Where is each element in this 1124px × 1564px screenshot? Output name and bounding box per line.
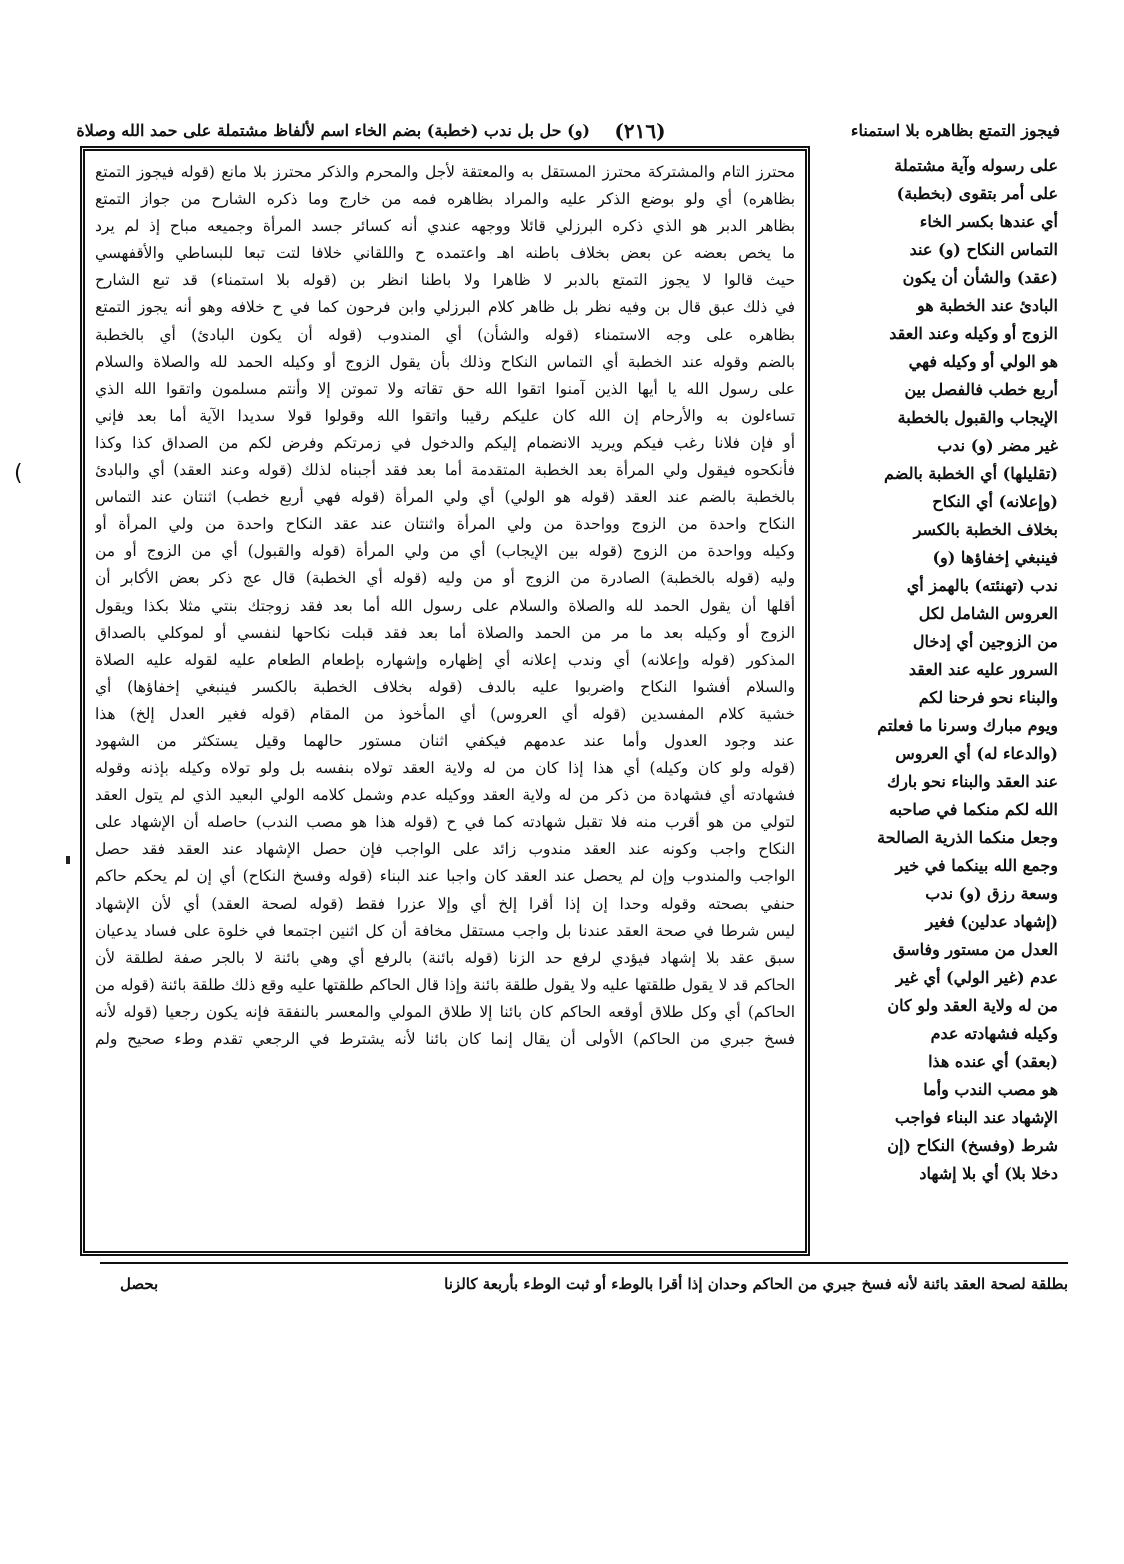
margin-line: وجمع الله بينكما في خير [895,856,1058,875]
commentary-line: (قوله ولو كان وكيله) أي هذا إذا كان من له ولاية العقد تولاه بنفسه بل ولو تولاه وكيله بإذنه وقوله [95,759,795,778]
margin-line: من له ولاية العقد ولو كان [887,996,1058,1015]
margin-line: وسعة رزق (و) ندب [925,884,1058,903]
commentary-line: سبق عقد بلا إشهاد فيؤدي لرفع حد الزنا (قوله بائنة) بالرفع أي وهي بائنة لا بالجر صفة لطلقة لأن [95,948,795,967]
commentary-line: الزوج أو وكيله بعد ما مر من الحمد والصلاة أما بعد فقد قبلت نكاحها لنفسي أو لموكلي بالصداق [95,623,795,642]
margin-text-column [818,152,1058,1260]
commentary-line: حيث قالوا لا يجوز التمتع بالدبر لا ظاهرا ولا باطنا انظر بن (قوله بلا استمناء) قد تبع الشارح [95,271,795,290]
commentary-line: بظاهره) أي ولو بوضع الذكر عليه والمراد بظاهره فمه من خارج وما ذكره الشارح من جواز التمتع [95,190,795,209]
margin-line: عند العقد والبناء نحو بارك [887,772,1058,791]
footer-text: بطلقة لصحة العقد بائنة لأنه فسخ جبري من الحاكم وحدان إذا أقرا بالوطء أو ثبت الوطء بأربعة كالزنا [444,1275,1068,1293]
margin-line: دخلا بلا) أي بلا إشهاد [919,1164,1058,1183]
side-bracket-mark: ( [14,461,23,486]
edge-tick-mark [66,856,70,864]
margin-line: على أمر بتقوى (بخطبة) [896,184,1058,203]
margin-line: غير مضر (و) ندب [937,436,1058,455]
commentary-line: لتولي من هو أقرب منه فلا تقبل شهادته كما في ح (قوله هذا هو مصب الندب) حاصله أن الإشهاد على [95,813,795,832]
commentary-line: ليس شرطا في صحة العقد عندنا بل واجب مستقل مخافة أن كل اثنين اجتمعا في خلوة على فساد يدعيان [95,921,795,940]
margin-line: الزوج أو وكيله وعند العقد [889,324,1058,343]
margin-line: ويوم مبارك وسرنا ما فعلتم [877,716,1058,735]
margin-line: فينبغي إخفاؤها (و) [932,548,1058,567]
margin-line: (تقليلها) أي الخطبة بالضم [884,464,1058,483]
margin-line: الإشهاد عند البناء فواجب [894,1108,1058,1127]
commentary-line: وكيله وواحدة من الزوج (قوله بين الإيجاب) أي من ولي المرأة (قوله والقبول) أي من الزوج أو من [95,542,795,561]
commentary-line: والسلام أفشوا النكاح واضربوا عليه بالدف (قوله بخلاف الخطبة بالكسر فينبغي إخفاؤها) أي [95,677,795,696]
margin-line: والبناء نحو فرحنا لكم [918,688,1058,707]
commentary-line: محترز التام والمشتركة محترز المستقل به والمعتقة لأجل والمحرم والذكر محترز بلا مانع (قوله فيجوز التمتع [95,163,795,181]
page-number: (٢١٦) [614,119,666,143]
commentary-line: النكاح واحدة من الزوج وواحدة من ولي المرأة واثنتان عند عقد النكاح واحدة من ولي المرأة أو [95,515,795,534]
commentary-line: فأنكحوه فيقول ولي المرأة بعد الخطبة المتقدمة أما بعد فقد أجبناه لذلك (قوله وعند العقد) أي والبادئ [95,461,795,480]
commentary-line: فشهادته أي فشهادة من ذكر من له ولاية العقد ووكيله عدم وشمل كلامه الولي البعيد الذي لم يتول العقد [95,786,795,805]
commentary-line: أو فإن فلانا رغب فيكم ويريد الانضمام إليكم والدخول في زمرتكم وفرض لكم من الصداق كذا وكذا [95,433,795,452]
commentary-line: على رسول الله يا أيها الذين آمنوا اتقوا الله حق تقاته ولا تموتن إلا وأنتم مسلمون واتقوا الله الذي [95,379,795,398]
margin-line: السرور عليه عند العقد [908,660,1058,679]
commentary-line: وليه (قوله بالخطبة) الصادرة من الزوج أو من وليه (قوله أي الخطبة) قال عج ذكر بعض الأكابر أن [95,569,795,588]
margin-line: شرط (وفسخ) النكاح (إن [887,1136,1058,1155]
margin-line: العدل من مستور وفاسق [892,940,1058,959]
commentary-line: ما يخص بعضه عن بعض بخلاف باطنه اهـ واعتمده ح واللقاني خلافا لتت تبعا للبساطي والأقفهسي [95,244,795,263]
commentary-line: أقلها أن يقول الحمد لله والصلاة والسلام على رسول الله أما بعد فقد زوجتك بنتي مثلا بكذا ويقول [95,596,795,615]
commentary-line: بظاهره على وجه الاستمناء (قوله والشأن) أي المندوب (قوله أن يكون البادئ) أي بالخطبة [95,325,795,344]
commentary-line: الحاكم) أي وكل طلاق أوقعه الحاكم كان بائنا إلا طلاق المولي والمعسر بالنفقة فإنه يكون رجعيا (قوله لأنه [95,1002,795,1021]
margin-line: على رسوله وآية مشتملة [894,156,1058,175]
margin-line: من الزوجين أي إدخال [912,632,1058,651]
commentary-line: الواجب والمندوب وإن لم يحصل عند العقد كان واجبا عند البناء (قوله وفسخ النكاح) أي إن لم يحكم حاكم [95,867,795,886]
margin-line: (إشهاد عدلين) فغير [925,912,1058,931]
margin-line: البادئ عند الخطبة هو [916,296,1058,315]
margin-line: هو مصب الندب وأما [923,1080,1058,1099]
commentary-line: فسخ جبري من الحاكم) الأولى أن يقال إنما كان بائنا لأنه يشترط في الرجعي تقدم وطء صحيح ولم [95,1030,795,1048]
commentary-line: بالخطبة بالضم عند العقد (قوله هو الولي) أي ولي المرأة (قوله فهي أربع خطب) اثنتان عند التماس [95,488,795,507]
commentary-line: عند وجود العدول وأما عند عدمهم فيكفي اثنان مستور حالهما وقيل يستكثر من الشهود [95,731,795,750]
header-margin-text: فيجوز التمتع بظاهره بلا استمناء [850,121,1060,140]
margin-line: الله لكم منكما في صاحبه [889,800,1058,819]
commentary-text [95,159,795,1249]
margin-line: عدم (غير الولي) أي غير [895,968,1058,987]
margin-line: (والدعاء له) أي العروس [895,744,1058,763]
margin-line: الإيجاب والقبول بالخطبة [897,408,1058,427]
commentary-line: حنفي بصحته وقوله وحدا إن إذا أقرا إلخ أي وإلا عزرا فقط (قوله لصحة العقد) أي لأن الإشهاد [95,894,795,913]
commentary-line: تساءلون به والأرحام إن الله كان عليكم رقيبا واتقوا الله وقولوا قولا سديدا الآية أما بعد فإني [95,406,795,425]
running-header [70,112,1060,150]
margin-line: العروس الشامل لكل [918,604,1058,623]
catchword: بحصل [120,1275,159,1293]
margin-line: وكيله فشهادته عدم [930,1024,1058,1043]
commentary-line: المذكور (قوله وإعلانه) أي وندب إعلانه أي إظهاره وإشهاره بإطعام الطعام عليه لقوله عليه الصلاة [95,650,795,669]
commentary-line: النكاح واجب وكونه عند العقد مندوب زائد على الواجب فإن حصل الإشهاد عند العقد فقد حصل [95,840,795,859]
margin-line: ندب (تهنئته) بالهمز أي [906,576,1058,595]
commentary-line: بالضم وقوله عند الخطبة أي التماس النكاح وذلك بأن يقول الزوج أو وكيله الحمد لله والصلاة والسلام [95,352,795,371]
commentary-line: خشية كلام المفسدين (قوله أي العروس) أي المأخوذ من المقام (قوله فغير العدل إلخ) هذا [95,704,795,723]
commentary-frame [80,146,810,1256]
margin-line: التماس النكاح (و) عند [909,240,1058,259]
commentary-line: الحاكم قد لا يقول طلقتها عليه ولا يقول طلقة بائنة وإذا قال الحاكم طلقتها عليه وقع ذلك طلقة بائنة (قوله من [95,975,795,994]
footer-line [100,1262,1068,1304]
margin-line: بخلاف الخطبة بالكسر [913,520,1058,539]
commentary-line: بظاهر الدبر هو الذي ذكره البرزلي قائلا ووجهه عندي أنه كسائر جسد المرأة وجميعه مباح إذ لم يرد [95,217,795,236]
margin-line: وجعل منكما الذرية الصالحة [877,828,1058,847]
commentary-line: في ذلك عبق قال بن وفيه نظر بل ظاهر كلام البرزلي وابن فرحون كما في ح خلافه وهو أنه يجوز التمتع [95,298,795,317]
margin-line: (عقد) والشأن أن يكون [902,268,1058,287]
header-main-text: (و) حل بل ندب (خطبة) بضم الخاء اسم لألفاظ مشتملة على حمد الله وصلاة [76,121,590,140]
margin-line: (وإعلانه) أي النكاح [932,492,1058,511]
margin-line: أي عندها بكسر الخاء [919,212,1058,231]
margin-line: (بعقد) أي عنده هذا [928,1052,1058,1071]
margin-line: أربع خطب فالفصل بين [904,380,1058,399]
margin-line: هو الولي أو وكيله فهي [908,352,1058,371]
